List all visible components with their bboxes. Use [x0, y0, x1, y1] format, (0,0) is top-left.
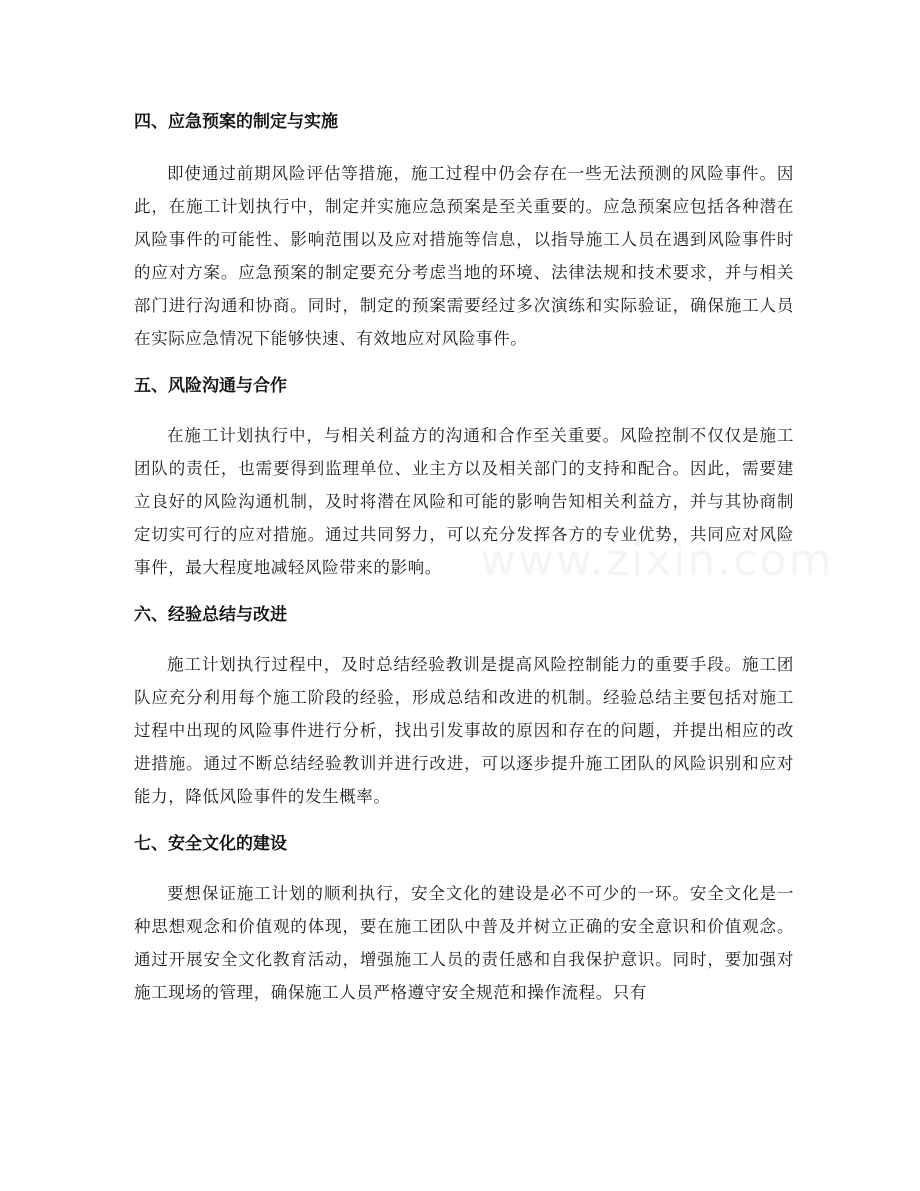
section-paragraph-7: 要想保证施工计划的顺利执行，安全文化的建设是必不可少的一环。安全文化是一种思想观念和价值观的体现，要在施工团队中普及并树立正确的安全意识和价值观念。通过开展安全文化教育活动，增强施工人员的责任感和自我保护意识。同时，要加强对施工现场的管理，确保施工人员严格遵守安全规范和操作流程。只有: [134, 884, 794, 1002]
section-paragraph-4: 即使通过前期风险评估等措施，施工过程中仍会存在一些无法预测的风险事件。因此，在施工计划执行中，制定并实施应急预案是至关重要的。应急预案应包括各种潜在风险事件的可能性、影响范围以及应对措施等信息，以指导施工人员在遇到风险事件时的应对方案。应急预案的制定要充分考虑当地的环境、法律法规和技术要求，并与相关部门进行沟通和协商。同时，制定的预案需要经过多次演练和实际验证，确保施工人员在实际应急情况下能够快速、有效地应对风险事件。: [134, 164, 794, 348]
section-heading-6: 六、经验总结与改进: [134, 605, 287, 625]
section-paragraph-6: 施工计划执行过程中，及时总结经验教训是提高风险控制能力的重要手段。施工团队应充分利用每个施工阶段的经验，形成总结和改进的机制。经验总结主要包括对施工过程中出现的风险事件进行分析，找出引发事故的原因和存在的问题，并提出相应的改进措施。通过不断总结经验教训并进行改进，可以逐步提升施工团队的风险识别和应对能力，降低风险事件的发生概率。: [134, 655, 794, 806]
section-paragraph-5: 在施工计划执行中，与相关利益方的沟通和合作至关重要。风险控制不仅仅是施工团队的责任，也需要得到监理单位、业主方以及相关部门的支持和配合。因此，需要建立良好的风险沟通机制，及时将潜在风险和可能的影响告知相关利益方，并与其协商制定切实可行的应对措施。通过共同努力，可以充分发挥各方的专业优势，共同应对风险事件，最大程度地减轻风险带来的影响。: [134, 426, 794, 577]
watermark: www.zixin.com: [480, 535, 834, 586]
document-body: [134, 105, 794, 1009]
section-heading-4: 四、应急预案的制定与实施: [134, 112, 338, 132]
section-heading-7: 七、安全文化的建设: [134, 834, 287, 854]
section-heading-5: 五、风险沟通与合作: [134, 376, 287, 396]
